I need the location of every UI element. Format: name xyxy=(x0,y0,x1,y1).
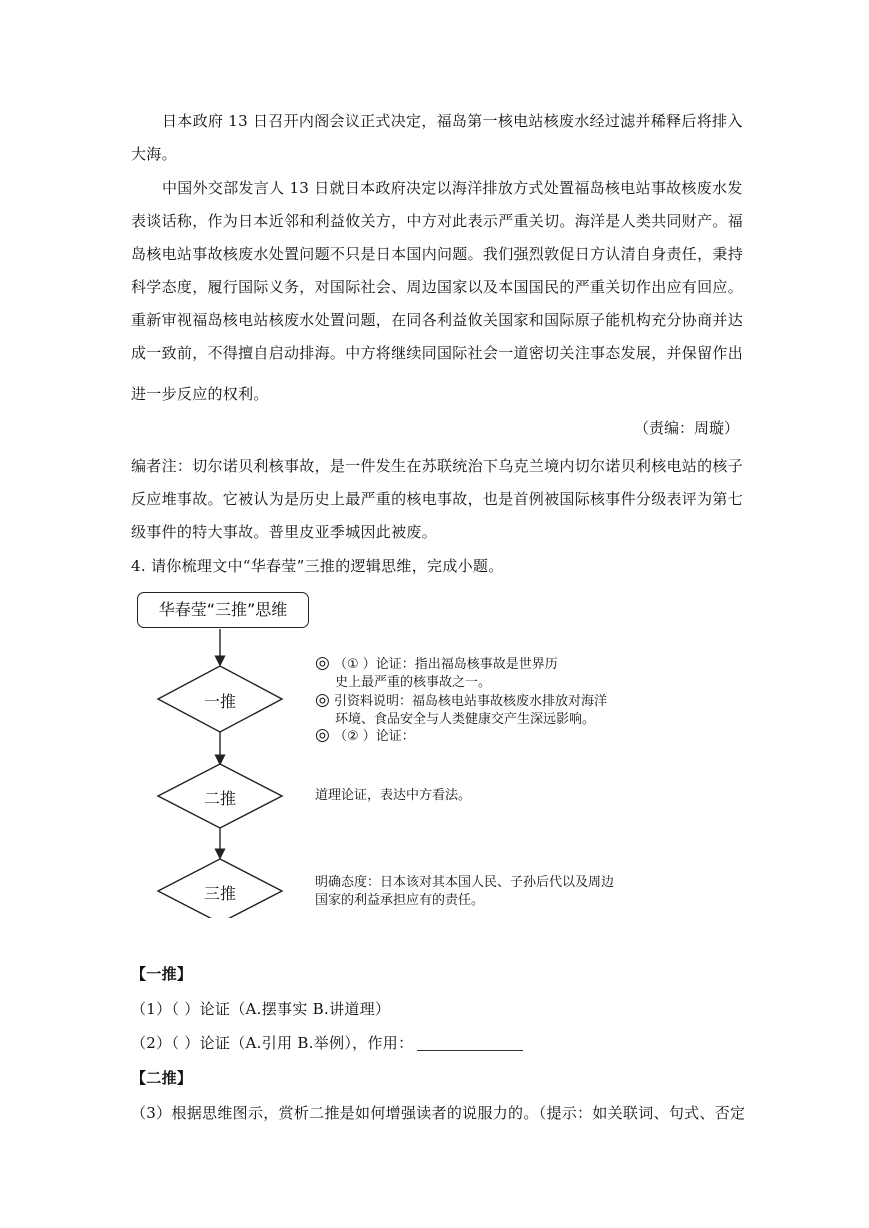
para2-line: 科学态度，履行国际义务，对国际社会、周边国家以及本国国民的严重关切作出应有回应。 xyxy=(131,278,744,296)
flowchart-lines xyxy=(137,588,637,918)
bullet-icon: ◎ xyxy=(315,725,330,745)
bullet-icon: ◎ xyxy=(315,690,330,710)
para2-line: 重新审视福岛核电站核废水处置问题，在同各利益攸关国家和国际原子能机构充分协商并达 xyxy=(131,311,744,329)
node-push1: 一推 xyxy=(203,692,236,711)
para2-line: 中国外交部发言人 13 日就日本政府决定以海洋排放方式处置福岛核电站事故核废水发 xyxy=(162,179,743,197)
para1-line2: 大海。 xyxy=(131,145,177,163)
question-2: （2）（ ）论证（A.引用 B.举例），作用： xyxy=(131,1027,523,1060)
editor-note-line: 编者注：切尔诺贝利核事故，是一件发生在苏联统治下乌克兰境内切尔诺贝利核电站的核子 xyxy=(131,457,744,475)
push3-text-line2: 国家的利益承担应有的责任。 xyxy=(315,893,485,908)
flowchart xyxy=(137,588,637,918)
node-push2: 二推 xyxy=(203,789,236,808)
para2-line: 岛核电站事故核废水处置问题不只是日本国内问题。我们强烈敦促日方认清自身责任，秉持 xyxy=(131,245,744,263)
editor-credit: （责编：周璇） xyxy=(634,419,740,437)
question-1: （1）（ ）论证（A.摆事实 B.讲道理） xyxy=(131,1000,391,1018)
answer-blank[interactable] xyxy=(417,1036,523,1051)
question-prompt: 4. 请你梳理文中“华春莹”三推的逻辑思维，完成小题。 xyxy=(131,557,504,575)
para1-line1: 日本政府 13 日召开内阁会议正式决定，福岛第一核电站核废水经过滤并稀释后将排入 xyxy=(162,112,743,130)
push1-item: ◎ （① ）论证：指出福岛核事故是世界历 史上最严重的核事故之一。 xyxy=(315,653,558,690)
para2-line: 表谈话称，作为日本近邻和利益攸关方，中方对此表示严重关切。海洋是人类共同财产。福 xyxy=(131,212,744,230)
push2-text: 道理论证，表达中方看法。 xyxy=(315,788,472,803)
para2-line: 进一步反应的权利。 xyxy=(131,385,269,403)
question-3: （3）根据思维图示，赏析二推是如何增强读者的说服力的。（提示：如关联词、句式、否定 xyxy=(131,1104,746,1122)
node-push3: 三推 xyxy=(203,884,236,903)
editor-note-line: 级事件的特大事故。普里皮亚季城因此被废。 xyxy=(131,523,438,541)
push1-item: ◎ 引资料说明：福岛核电站事故核废水排放对海洋 环境、食品安全与人类健康交产生深远影响。 xyxy=(315,690,607,727)
editor-note-line: 反应堆事故。它被认为是历史上最严重的核电事故，也是首例被国际核事件分级表评为第七 xyxy=(131,490,744,508)
push1-item: ◎ （② ）论证： xyxy=(315,725,415,745)
flowchart-title: 华春莹“三推”思维 xyxy=(137,592,309,628)
bullet-icon: ◎ xyxy=(315,653,330,673)
para2-line: 成一致前，不得擅自启动排海。中方将继续同国际社会一道密切关注事态发展，并保留作出 xyxy=(131,344,744,362)
push3-text-line1: 明确态度：日本该对其本国人民、子孙后代以及周边 xyxy=(315,875,615,890)
section-heading-push1: 【一推】 xyxy=(131,965,193,983)
section-heading-push2: 【二推】 xyxy=(131,1069,193,1087)
